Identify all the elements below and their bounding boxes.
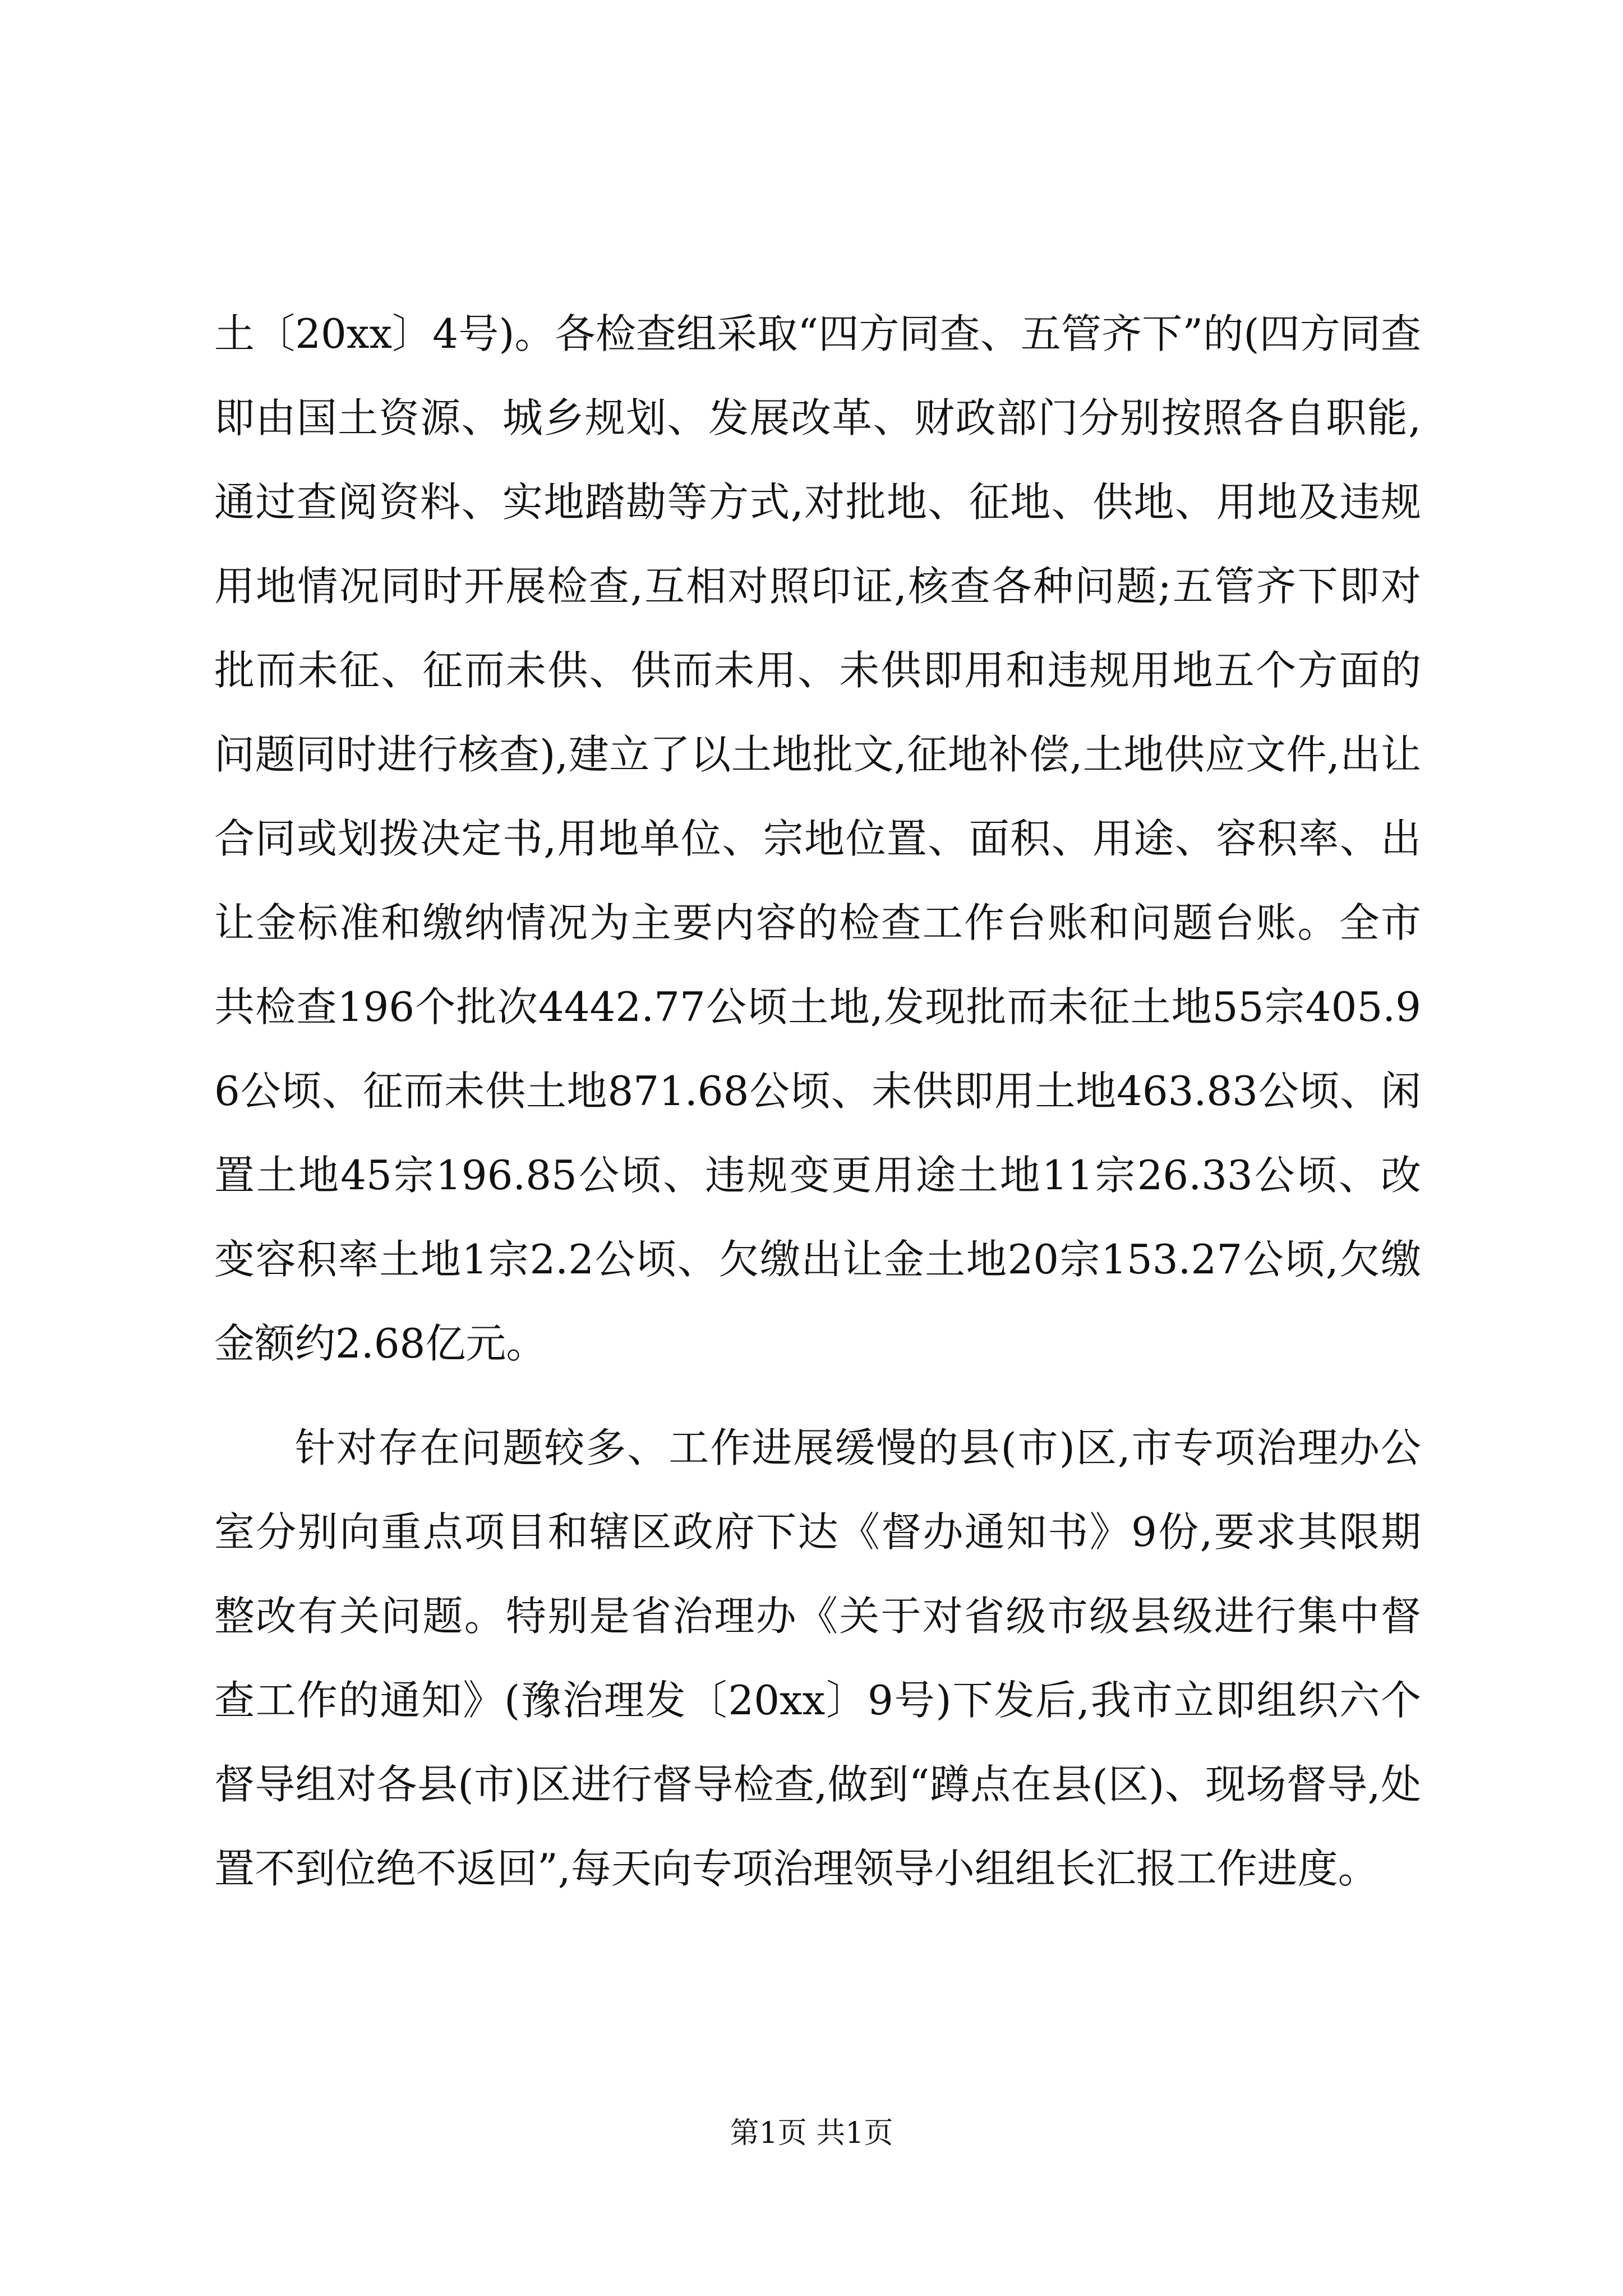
page-number-footer: 第1页 共1页	[730, 2116, 893, 2150]
paragraph-supervision: 针对存在问题较多、工作进展缓慢的县(市)区,市专项治理办公室分别向重点项目和辖区政府下达《督办通知书》9份,要求其限期整改有关问题。特别是省治理办《关于对省级市级县级进行集中督查工作的通知》(豫治理发〔20xx〕9号)下发后,我市立即组织六个督导组对各县(市)区进行督导检查,做到“蹲点在县(区)、现场督导,处置不到位绝不返回”,每天向专项治理领导小组组长汇报工作进度。	[214, 1424, 1421, 1892]
document-body	[214, 292, 1421, 1911]
paragraph-land-inspection: 土〔20xx〕4号)。各检查组采取“四方同查、五管齐下”的(四方同查即由国土资源、城乡规划、发展改革、财政部门分别按照各自职能,通过查阅资料、实地踏勘等方式,对批地、征地、供地、用地及违规用地情况同时开展检查,互相对照印证,核查各种问题;五管齐下即对批而未征、征而未供、供而未用、未供即用和违规用地五个方面的问题同时进行核查),建立了以土地批文,征地补偿,土地供应文件,出让合同或划拨决定书,用地单位、宗地位置、面积、用途、容积率、出让金标准和缴纳情况为主要内容的检查工作台账和问题台账。全市共检查196个批次4442.77公顷土地,发现批而未征土地55宗405.96公顷、征而未供土地871.68公顷、未供即用土地463.83公顷、闲置土地45宗196.85公顷、违规变更用途土地11宗26.33公顷、改变容积率土地1宗2.2公顷、欠缴出让金土地20宗153.27公顷,欠缴金额约2.68亿元。	[214, 310, 1421, 1367]
